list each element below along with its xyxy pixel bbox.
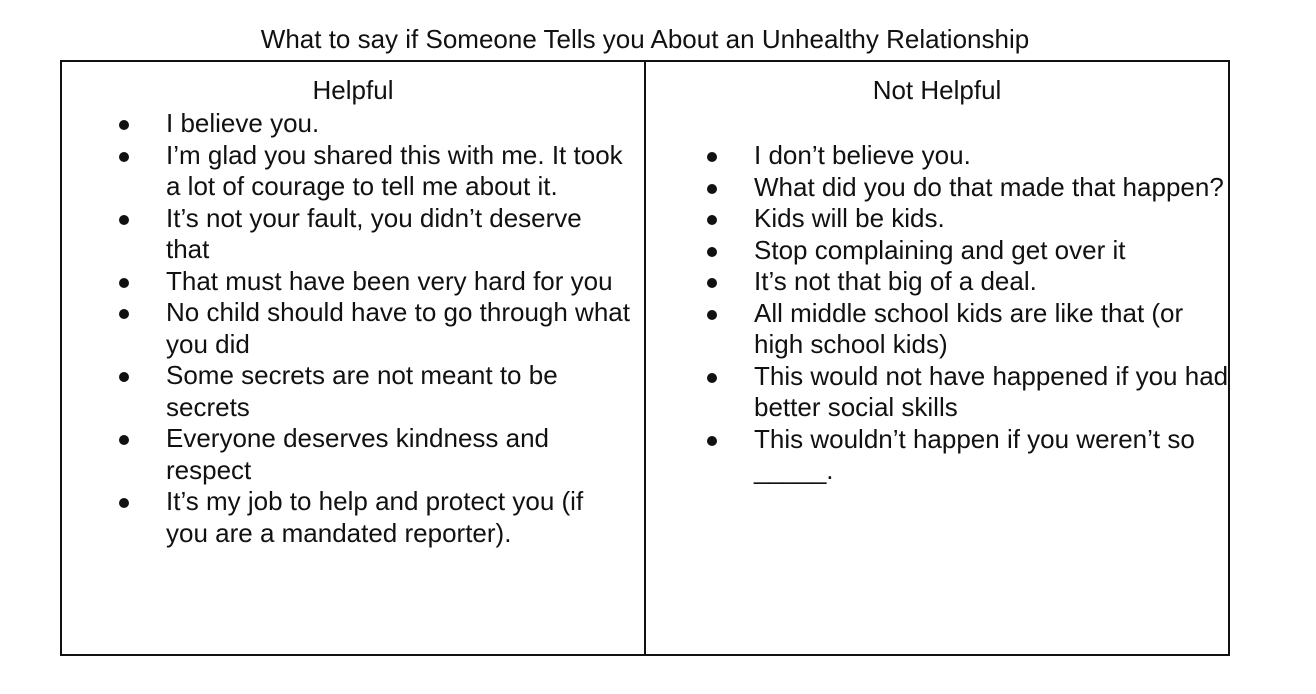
- bullet-icon: [119, 435, 129, 445]
- bullet-icon: [119, 215, 129, 225]
- list-item: I’m glad you shared this with me. It took a lot of courage to tell me about it.: [112, 140, 632, 203]
- bullet-icon: [707, 436, 717, 446]
- bullet-icon: [119, 372, 129, 382]
- list-item: What did you do that made that happen?: [700, 172, 1230, 204]
- list-item: It’s my job to help and protect you (if you are a mandated reporter).: [112, 486, 632, 549]
- bullet-icon: [119, 278, 129, 288]
- list-item: Everyone deserves kindness and respect: [112, 423, 632, 486]
- bullet-icon: [119, 309, 129, 319]
- list-item: It’s not your fault, you didn’t deserve that: [112, 203, 632, 266]
- list-item: Kids will be kids.: [700, 203, 1230, 235]
- list-item: I believe you.: [112, 108, 632, 140]
- not-helpful-column: [646, 62, 1228, 654]
- not-helpful-list: [700, 140, 1230, 487]
- helpful-heading: Helpful: [312, 75, 394, 105]
- list-item: Stop complaining and get over it: [700, 235, 1230, 267]
- bullet-icon: [707, 215, 717, 225]
- list-item: All middle school kids are like that (or high school kids): [700, 298, 1230, 361]
- comparison-table: [60, 60, 1230, 656]
- helpful-list: [112, 108, 632, 549]
- bullet-icon: [119, 152, 129, 162]
- bullet-icon: [119, 498, 129, 508]
- list-item: This would not have happened if you had better social skills: [700, 361, 1230, 424]
- list-item: I don’t believe you.: [700, 140, 1230, 172]
- bullet-icon: [707, 247, 717, 257]
- bullet-icon: [707, 373, 717, 383]
- not-helpful-heading: Not Helpful: [872, 75, 1002, 105]
- bullet-icon: [707, 152, 717, 162]
- bullet-icon: [119, 120, 129, 130]
- bullet-icon: [707, 310, 717, 320]
- list-item: No child should have to go through what you did: [112, 297, 632, 360]
- bullet-icon: [707, 278, 717, 288]
- helpful-column: [62, 62, 646, 654]
- document-title: What to say if Someone Tells you About an Unhealthy Relationship: [260, 24, 1030, 54]
- list-item: That must have been very hard for you: [112, 266, 632, 298]
- bullet-icon: [707, 184, 717, 194]
- list-item: It’s not that big of a deal.: [700, 266, 1230, 298]
- list-item: This wouldn’t happen if you weren’t so _____.: [700, 424, 1230, 487]
- list-item: Some secrets are not meant to be secrets: [112, 360, 632, 423]
